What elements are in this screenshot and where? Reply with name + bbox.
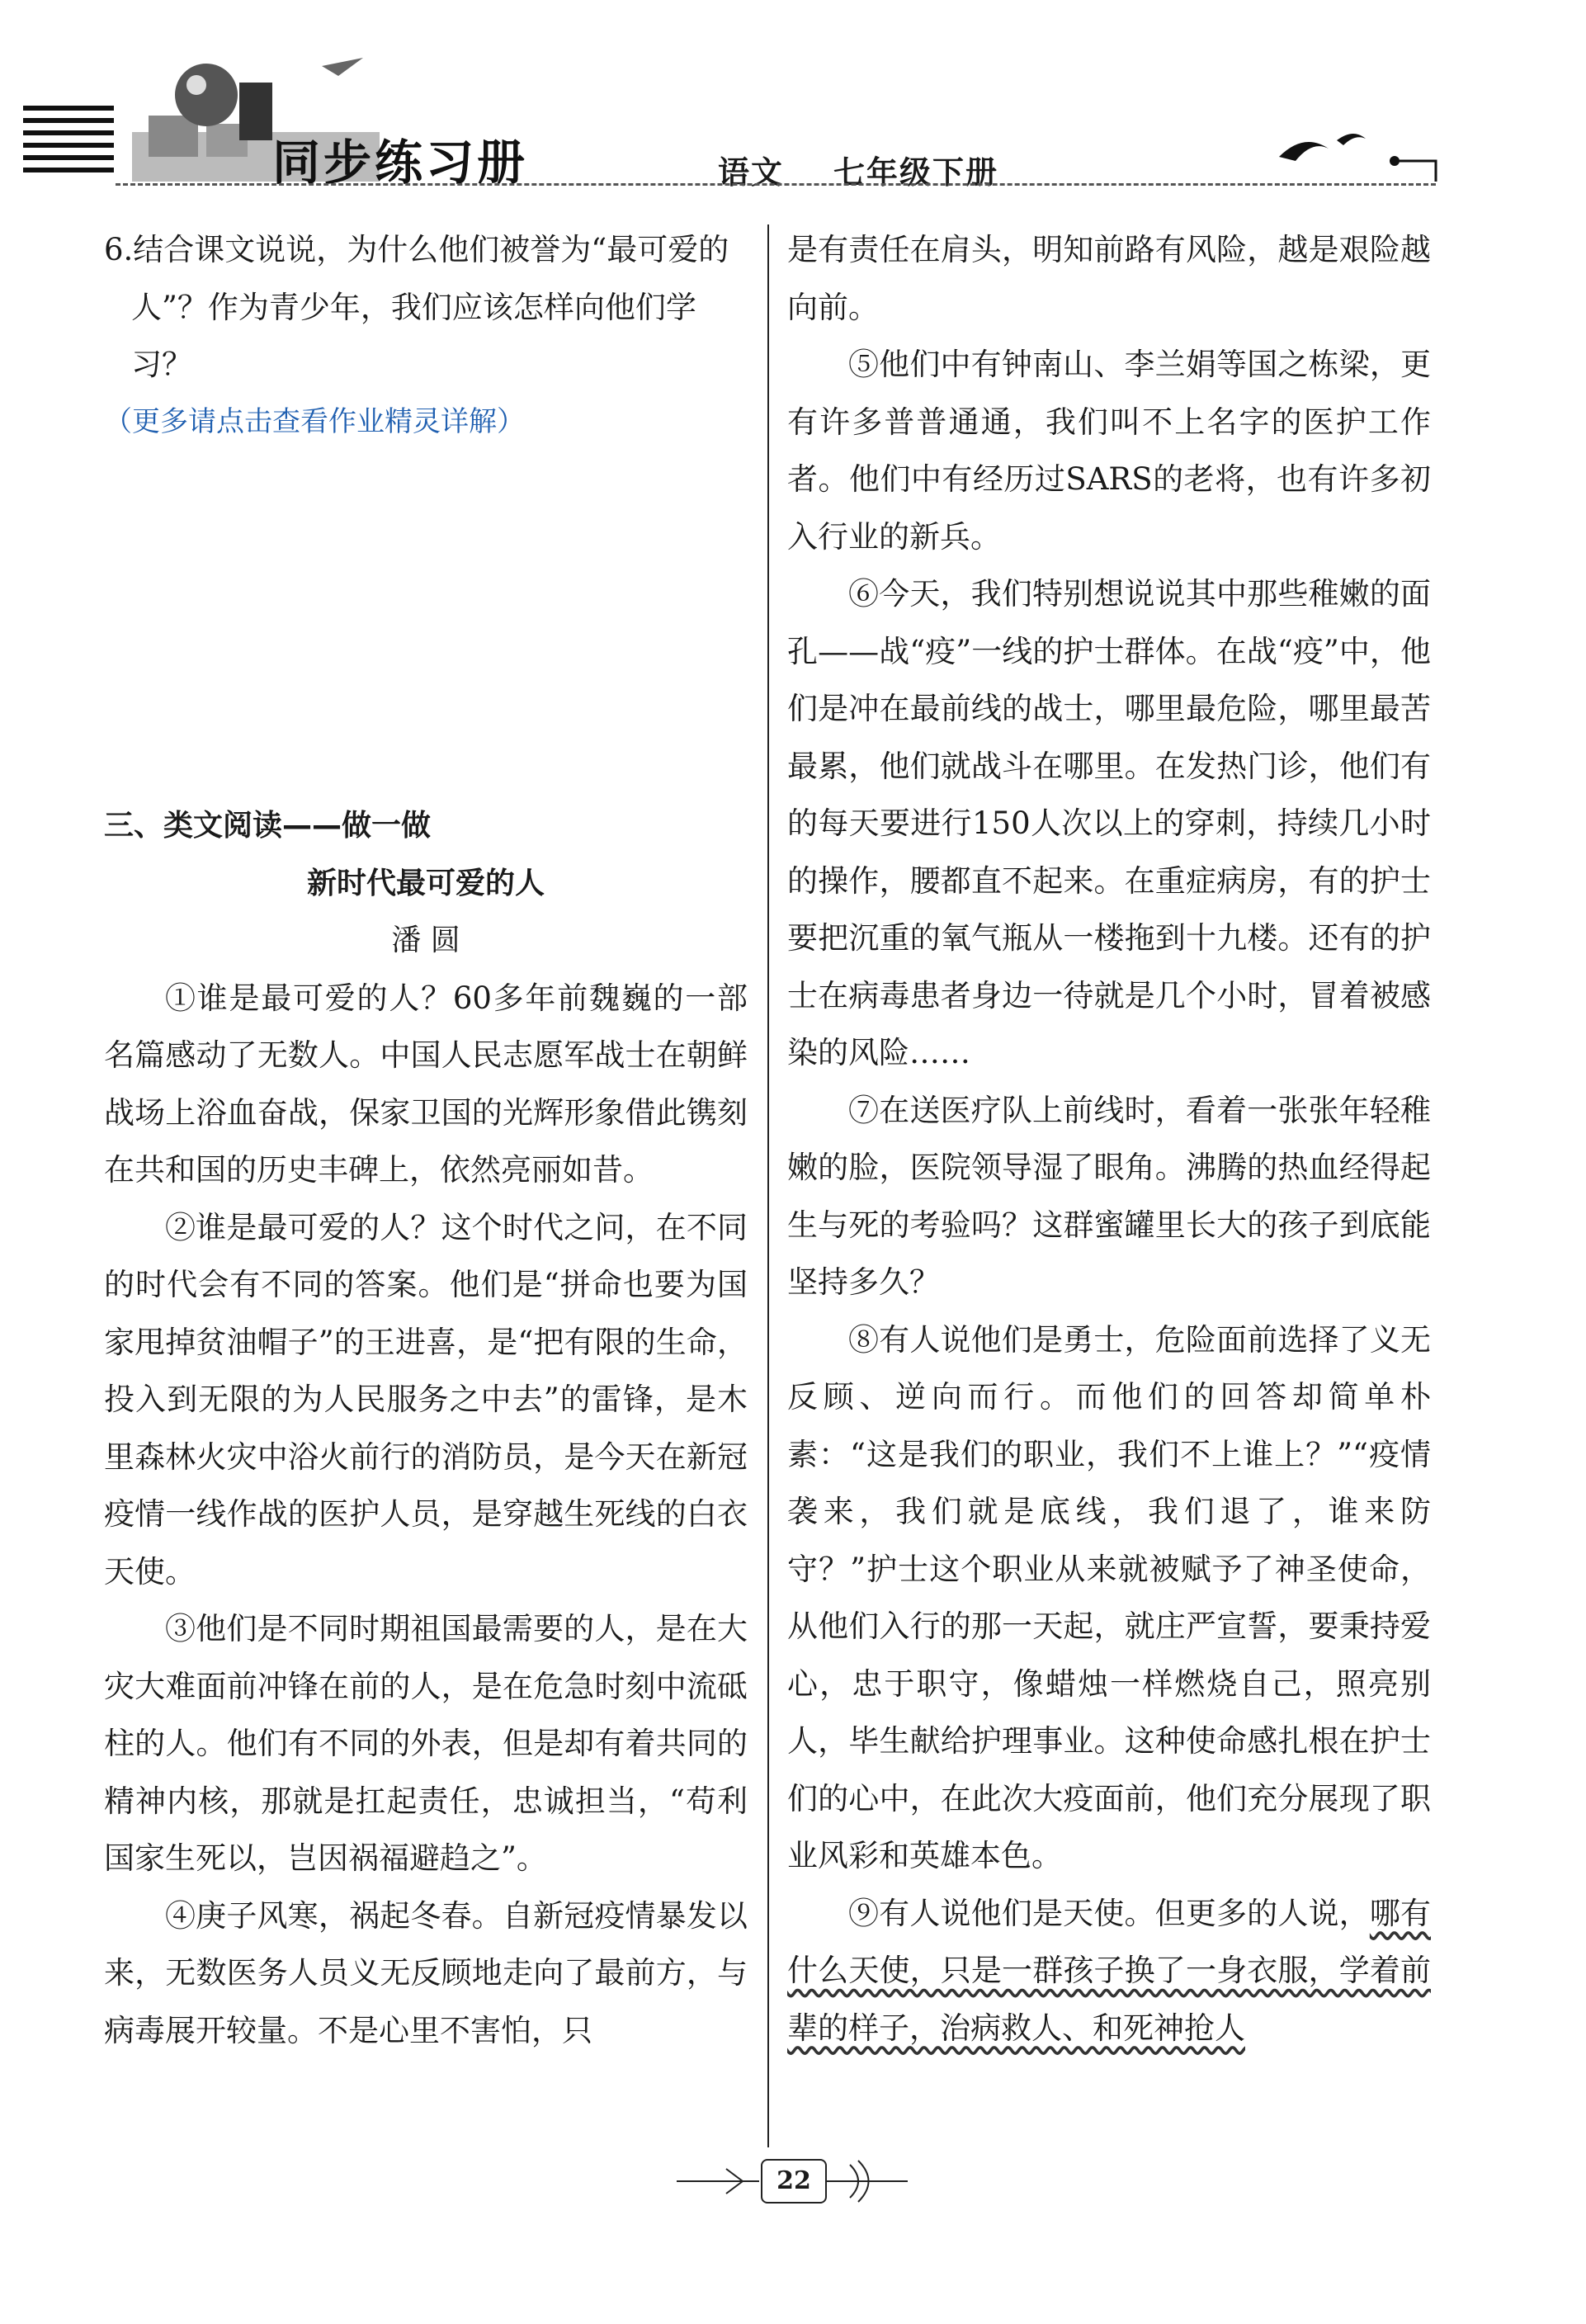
subject-label: 语文	[718, 154, 785, 191]
article-title: 新时代最可爱的人	[306, 866, 545, 900]
page-footer	[627, 2144, 957, 2218]
paragraph-4: ④庚子风寒，祸起冬春。自新冠疫情暴发以来，无数医务人员义无反顾地走向了最前方，与病毒展开较量。不是心里不害怕，只	[104, 1897, 748, 2048]
paragraph-5: ⑤他们中有钟南山、李兰娟等国之栋梁，更有许多普普通通，我们叫不上名字的医护工作者。他们中有经历过SARS的老将，也有许多初入行业的新兵。	[787, 347, 1431, 555]
grade-label: 七年级下册	[833, 154, 999, 191]
left-column	[104, 221, 748, 2059]
paragraph-9-underlined: 哪有什么天使，只是一群孩子换了一身衣服，学着前辈的样子，治病救人、和死神抢人	[787, 1895, 1432, 2046]
paragraph-6: ⑥今天，我们特别想说说其中那些稚嫩的面孔——战“疫”一线的护士群体。在战“疫”中，他们是冲在最前线的战士，哪里最危险，哪里最苦最累，他们就战斗在哪里。在发热门诊，他们有的每天要进行150人次以上的穿刺，持续几小时的操作，腰都直不起来。在重症病房，有的护士要把沉重的氧气瓶从一楼拖到十九楼。还有的护士在病毒患者身边一待就是几个小时，冒着被感染的风险……	[787, 576, 1431, 1070]
paragraph-8: ⑧有人说他们是勇士，危险面前选择了义无反顾、逆向而行。而他们的回答却简单朴素：“这是我们的职业，我们不上谁上？”“疫情袭来，我们就是底线，我们退了，谁来防守？”护士这个职业从来就被赋予了神圣使命，从他们入行的那一天起，就庄严宣誓，要秉持爱心，忠于职守，像蜡烛一样燃烧自己，照亮别人，毕生献给护理事业。这种使命感扎根在护士们的心中，在此次大疫面前，他们充分展现了职业风彩和英雄本色。	[787, 1321, 1431, 1873]
question-6: 6.结合课文说说，为什么他们被誉为“最可爱的人”？作为青少年，我们应该怎样向他们学习？	[104, 232, 729, 382]
paragraph-7: ⑦在送医疗队上前线时，看着一张张年轻稚嫩的脸，医院领导湿了眼角。沸腾的热血经得起生与死的考验吗？这群蜜罐里长大的孩子到底能坚持多久？	[787, 1092, 1431, 1300]
paragraph-4-continued: 是有责任在肩头，明知前路有风险，越是艰险越向前。	[787, 232, 1431, 325]
birds-icon	[1271, 116, 1444, 190]
section-title: 三、类文阅读——做一做	[104, 809, 432, 843]
column-divider	[767, 224, 769, 2147]
paragraph-9	[787, 1885, 1431, 2057]
paragraph-1: ①谁是最可爱的人？60多年前魏巍的一部名篇感动了无数人。中国人民志愿军战士在朝鲜战场上浴血奋战，保家卫国的光辉形象借此镌刻在共和国的历史丰碑上，依然亮丽如昔。	[104, 980, 748, 1188]
paragraph-9-start: ⑨有人说他们是天使。但更多的人说，	[848, 1895, 1370, 1931]
page-header	[0, 0, 1586, 215]
header-dashed-rule	[116, 183, 1436, 186]
right-column	[787, 221, 1431, 2057]
page-number: 22	[761, 2159, 827, 2204]
paragraph-3: ③他们是不同时期祖国最需要的人，是在大灾大难面前冲锋在前的人，是在危急时刻中流砥柱的人。他们有不同的外表，但是却有着共同的精神内核，那就是扛起责任，忠诚担当，“苟利国家生死以，岂因祸福避趋之”。	[104, 1611, 748, 1876]
book-title: 同步练习册	[272, 135, 529, 191]
article-author: 潘 圆	[391, 923, 460, 957]
answer-space	[104, 451, 748, 797]
paragraph-2: ②谁是最可爱的人？这个时代之问，在不同的时代会有不同的答案。他们是“拼命也要为国家甩掉贫油帽子”的王进喜，是“把有限的生命，投入到无限的为人民服务之中去”的雷锋，是木里森林火灾中浴火前行的消防员，是今天在新冠疫情一线作战的医护人员，是穿越生死线的白衣天使。	[104, 1209, 748, 1589]
more-answers-link[interactable]: （更多请点击查看作业精灵详解）	[104, 404, 525, 438]
header-stripes-decoration	[23, 106, 114, 182]
